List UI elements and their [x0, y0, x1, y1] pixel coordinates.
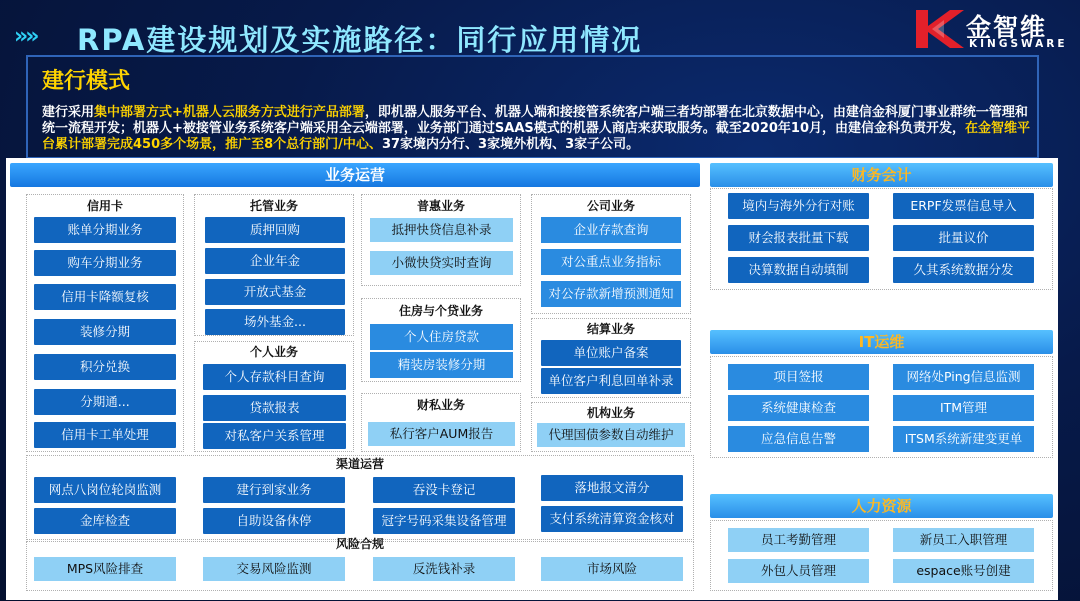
- custody-item[interactable]: 场外基金...: [205, 309, 345, 335]
- credit-card-item[interactable]: 装修分期: [34, 319, 176, 345]
- kingsware-k-icon: [914, 8, 964, 50]
- channel-item[interactable]: 冠字号码采集设备管理: [373, 508, 515, 534]
- inclusive-item[interactable]: 抵押快贷信息补录: [370, 218, 513, 242]
- corporate-item[interactable]: 对公重点业务指标: [541, 249, 681, 275]
- institution-item[interactable]: 代理国债参数自动维护: [537, 423, 685, 447]
- settlement-item[interactable]: 单位客户利息回单补录: [541, 368, 681, 394]
- custody-title: 托管业务: [249, 199, 298, 213]
- business-ops-header: 业务运营: [10, 163, 700, 187]
- it-ops-item[interactable]: 网络处Ping信息监测: [893, 364, 1034, 390]
- hr-item[interactable]: 外包人员管理: [728, 559, 869, 583]
- personal-item[interactable]: 对私客户关系管理: [203, 423, 346, 449]
- credit-card-item[interactable]: 账单分期业务: [34, 217, 176, 243]
- personal-item[interactable]: 贷款报表: [203, 395, 346, 421]
- channel-item[interactable]: 落地报文清分: [541, 475, 683, 501]
- institution-title: 机构业务: [586, 406, 635, 420]
- hr-item[interactable]: 员工考勤管理: [728, 528, 869, 552]
- credit-card-item[interactable]: 积分兑换: [34, 354, 176, 380]
- brand-name-en: KINGSWARE: [969, 38, 1068, 50]
- personal-item[interactable]: 个人存款科目查询: [203, 364, 346, 390]
- chevron-icon: »»: [14, 24, 37, 49]
- housing-title: 住房与个贷业务: [398, 304, 483, 318]
- brand-name-cn: 金智维: [966, 13, 1048, 42]
- risk-item[interactable]: 交易风险监测: [203, 557, 345, 581]
- finance-item[interactable]: 境内与海外分行对账: [728, 193, 869, 219]
- finance-item[interactable]: 批量议价: [893, 225, 1034, 251]
- hr-item[interactable]: espace账号创建: [893, 559, 1034, 583]
- custody-item[interactable]: 企业年金: [205, 248, 345, 274]
- channel-item[interactable]: 金库检查: [34, 508, 176, 534]
- intro-paragraph: [42, 105, 1032, 153]
- channel-title: 渠道运营: [335, 457, 384, 471]
- it-ops-item[interactable]: 项目签报: [728, 364, 869, 390]
- inclusive-title: 普惠业务: [416, 199, 465, 213]
- channel-item[interactable]: 支付系统清算资金核对: [541, 506, 683, 532]
- credit-card-item[interactable]: 分期通...: [34, 389, 176, 415]
- finance-item[interactable]: ERPF发票信息导入: [893, 193, 1034, 219]
- finance-header: 财务会计: [710, 163, 1053, 187]
- risk-title: 风险合规: [335, 537, 384, 551]
- private-item[interactable]: 私行客户AUM报告: [368, 422, 515, 446]
- kingsware-logo: [914, 8, 1074, 50]
- it-ops-item[interactable]: 应急信息告警: [728, 426, 869, 452]
- intro-text-2: ，即机器人服务平台、机器人端和接接管系统客户端三者均部署在北京数据中心，由建信金科厦门事业群统一管理和统一流程开发；机器人+被接管业务系统客户端采用全云端部署，业务部门通过SAAS模式的机器人商店来获取服务。截至2020年10月，由建信金科负责开发，: [42, 105, 1028, 136]
- custody-item[interactable]: 质押回购: [205, 217, 345, 243]
- corporate-title: 公司业务: [586, 199, 635, 213]
- intro-text-3: 37家境内分行、3家境外机构、3家子公司。: [381, 137, 640, 152]
- credit-card-item[interactable]: 购车分期业务: [34, 250, 176, 276]
- settlement-title: 结算业务: [586, 322, 635, 336]
- custody-item[interactable]: 开放式基金: [205, 279, 345, 305]
- finance-item[interactable]: 财会报表批量下载: [728, 225, 869, 251]
- page-title: RPA建设规划及实施路径：同行应用情况: [77, 23, 643, 57]
- risk-item[interactable]: 反洗钱补录: [373, 557, 515, 581]
- channel-item[interactable]: 建行到家业务: [203, 477, 345, 503]
- risk-item[interactable]: MPS风险排查: [34, 557, 176, 581]
- intro-text-1: 建行采用: [42, 105, 95, 120]
- credit-card-title: 信用卡: [86, 199, 123, 213]
- private-title: 财私业务: [416, 398, 465, 412]
- housing-item[interactable]: 个人住房贷款: [370, 324, 513, 350]
- intro-highlight-1: 集中部署方式+机器人云服务方式进行产品部署: [94, 105, 365, 120]
- channel-item[interactable]: 吞没卡登记: [373, 477, 515, 503]
- credit-card-item[interactable]: 信用卡降额复核: [34, 284, 176, 310]
- credit-card-item[interactable]: 信用卡工单处理: [34, 422, 176, 448]
- housing-item[interactable]: 精装房装修分期: [370, 352, 513, 378]
- hr-item[interactable]: 新员工入职管理: [893, 528, 1034, 552]
- channel-item[interactable]: 网点八岗位轮岗监测: [34, 477, 176, 503]
- settlement-item[interactable]: 单位账户备案: [541, 340, 681, 366]
- risk-item[interactable]: 市场风险: [541, 557, 683, 581]
- channel-item[interactable]: 自助设备休停: [203, 508, 345, 534]
- personal-title: 个人业务: [249, 345, 298, 359]
- it-ops-header: IT运维: [710, 330, 1053, 354]
- finance-item[interactable]: 决算数据自动填制: [728, 257, 869, 283]
- section-subtitle: 建行模式: [42, 69, 131, 94]
- hr-header: 人力资源: [710, 494, 1053, 518]
- it-ops-item[interactable]: ITSM系统新建变更单: [893, 426, 1034, 452]
- it-ops-item[interactable]: 系统健康检查: [728, 395, 869, 421]
- it-ops-item[interactable]: ITM管理: [893, 395, 1034, 421]
- corporate-item[interactable]: 企业存款查询: [541, 217, 681, 243]
- corporate-item[interactable]: 对公存款新增预测通知: [541, 281, 681, 307]
- finance-item[interactable]: 久其系统数据分发: [893, 257, 1034, 283]
- intro-highlight-2: 在金智维平台累计部署完成450多个场景，推广至8个总行部门/中心、: [42, 121, 1031, 152]
- inclusive-item[interactable]: 小微快贷实时查询: [370, 251, 513, 275]
